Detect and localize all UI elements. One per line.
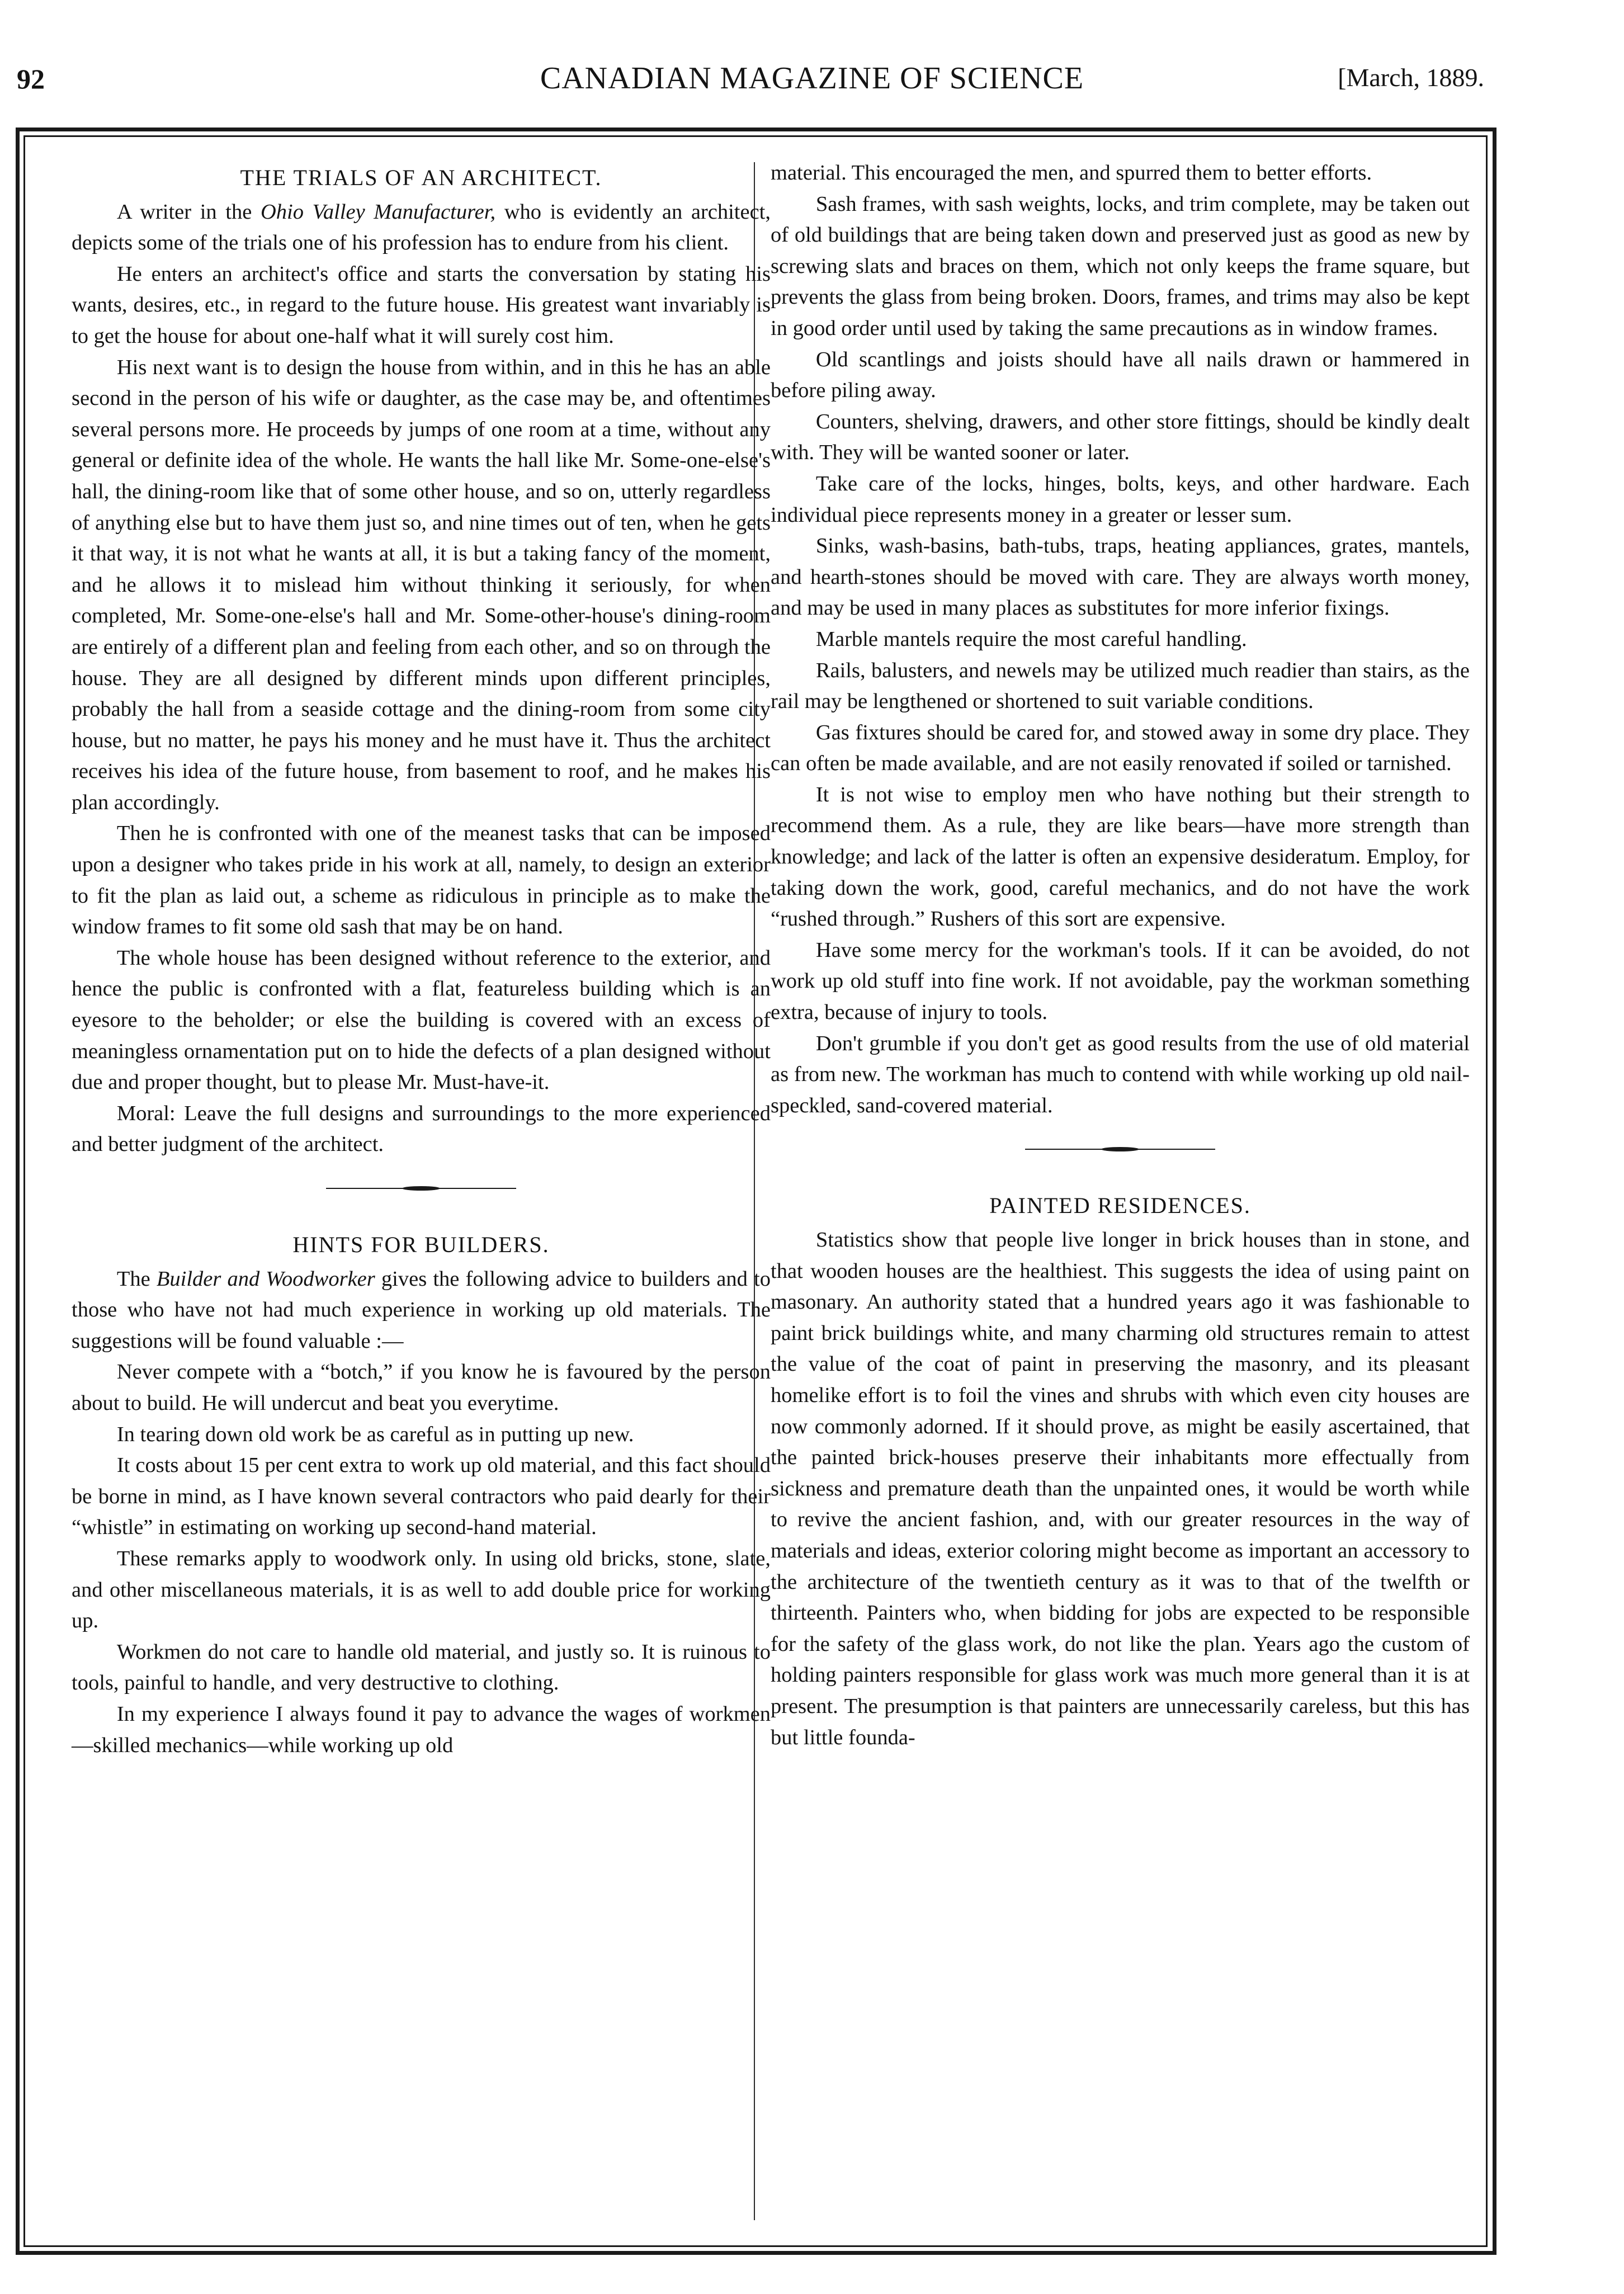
body-paragraph: The whole house has been designed without reference to the exterior, and hence the public is confronted with a flat, featureless building which is an eyesore to the beholder; or else the building is covered with an excess of meaningless ornamentation put on to hide the defects of a plan designed without due and proper thought, but to please Mr. Must-have-it. xyxy=(72,946,771,1094)
issue-date: [March, 1889. xyxy=(1338,63,1484,92)
intro-text: who is evidently an architect, depicts some of the trials one of his profession has to endure from his client. xyxy=(72,200,771,255)
section-ornament-divider xyxy=(72,1177,771,1200)
article-title-hints-for-builders: HINTS FOR BUILDERS. xyxy=(292,1232,550,1257)
body-paragraph: Rails, balusters, and newels may be utilized much readier than stairs, as the rail may be lengthened or shortened to suit variable conditions. xyxy=(771,658,1470,714)
body-paragraph: Gas fixtures should be cared for, and stowed away in some dry place. They can often be made available, and are not easily renovated if soiled or tarnished. xyxy=(771,720,1470,776)
body-paragraph: It is not wise to employ men who have nothing but their strength to recommend them. As a rule, they are like bears—have more strength than knowledge; and lack of the latter is often an expensive desideratum. Employ, for taking down the work, good, careful mechanics, and do not have the work “rushed through.” Rushers of this sort are expensive. xyxy=(771,782,1470,931)
body-paragraph: Then he is confronted with one of the meanest tasks that can be imposed upon a designer who takes pride in his work at all, namely, to design an exterior to fit the plan as laid out, a scheme as ridiculous in principle as to make the window frames to fit some old sash that may be on hand. xyxy=(72,822,771,939)
body-paragraph: Sash frames, with sash weights, locks, and trim complete, may be taken out of old buildings that are being taken down and preserved just as good as new by screwing slats and braces on them, which not only keeps the frame square, but prevents the glass from being broken. Doors, frames, and trims may also be kept in good order until used by taking the same precautions as in window frames. xyxy=(771,192,1470,340)
body-paragraph: Sinks, wash-basins, bath-tubs, traps, heating appliances, grates, mantels, and hearth-stones should be moved with care. They are always worth money, and may be used in many places as substitutes for more inferior fixings. xyxy=(771,534,1470,620)
body-paragraph: Never compete with a “botch,” if you know he is favoured by the person about to build. He will undercut and beat you everytime. xyxy=(72,1360,771,1415)
article-title-trials-of-an-architect: THE TRIALS OF AN ARCHITECT. xyxy=(240,165,602,190)
body-paragraph: In tearing down old work be as careful as in putting up new. xyxy=(116,1422,634,1446)
body-paragraph: He enters an architect's office and starts the conversation by stating his wants, desires, etc., in regard to the future house. His greatest want invariably is to get the house for about one-half what it will surely cost him. xyxy=(72,262,771,348)
continued-paragraph: material. This encouraged the men, and spurred them to better efforts. xyxy=(771,161,1372,185)
body-paragraph: In my experience I always found it pay to advance the wages of workmen—skilled mechanics—while working up old xyxy=(72,1702,771,1757)
article-intro-paragraph xyxy=(72,197,771,259)
right-column xyxy=(771,158,1470,1753)
body-paragraph: Old scantlings and joists should have all nails drawn or hammered in before piling away. xyxy=(771,347,1470,403)
intro-text: gives the following advice to builders and to those who have not had much experience in working up old materials. The suggestions will be found valuable :— xyxy=(72,1267,771,1353)
body-paragraph: Don't grumble if you don't get as good results from the use of old material as from new. The workman has much to contend with while working up old nail-speckled, sand-covered material. xyxy=(771,1031,1470,1117)
body-paragraph: Take care of the locks, hinges, bolts, keys, and other hardware. Each individual piece represents money in a greater or lesser sum. xyxy=(771,471,1470,527)
moral-paragraph: Moral: Leave the full designs and surroundings to the more experienced and better judgment of the architect. xyxy=(72,1101,771,1157)
source-publication-name: Builder and Woodworker xyxy=(156,1267,375,1291)
body-paragraph: These remarks apply to woodwork only. In using old bricks, stone, slate, and other miscellaneous materials, it is as well to add double price for working up. xyxy=(72,1546,771,1633)
intro-text: A writer in the xyxy=(116,200,261,224)
body-paragraph: His next want is to design the house from within, and in this he has an able second in the person of his wife or daughter, as the case may be, and oftentimes several persons more. He proceeds by jumps of one room at a time, without any general or definite idea of the whole. He wants the hall like Mr. Some-one-else's hall, the dining-room like that of some other house, and so on, utterly regardless of anything else but to have them just so, and nine times out of ten, when he gets it that way, it is not what he wants at all, it is but a taking fancy of the moment, and he allows it to mislead him without thinking it seriously, for when completed, Mr. Some-one-else's hall and Mr. Some-other-house's dining-room are entirely of a different plan and feeling from each other, and so on through the house. They are all designed by different minds upon different principles, probably the hall from a seaside cottage and the dining-room from some city house, but no matter, he pays his money and he must have it. Thus the architect receives his idea of the future house, from basement to roof, and he makes his plan accordingly. xyxy=(72,355,771,814)
section-ornament-divider xyxy=(771,1138,1470,1160)
intro-text: The xyxy=(116,1267,157,1291)
article-intro-paragraph xyxy=(72,1264,771,1357)
body-paragraph: Statistics show that people live longer in brick houses than in stone, and that wooden houses are the healthiest. This suggests the idea of using paint on masonary. An authority stated that a hundred years ago it was fashionable to paint brick buildings white, and many charming old structures remain to attest the value of the coat of paint in preserving the masonry, and its pleasant homelike effort is to foil the vines and shrubs with which even city houses are now commonly adorned. If it should prove, as might be easily ascertained, that the painted brick-houses preserve their inhabitants more effectually from sickness and premature death than the unpainted ones, it would be worth while to revive the ancient fashion, and, with our greater resources in the way of materials and ideas, exterior coloring might become as important an accessory to the architecture of the twentieth century as it was to that of the twelfth or thirteenth. Painters who, when bidding for jobs are expected to be responsible for the safety of the glass work, do not like the plan. Years ago the custom of holding painters responsible for glass work was much more general than it is at present. The presumption is that painters are unnecessarily careless, but this has but little founda- xyxy=(771,1228,1470,1749)
article-title-painted-residences: PAINTED RESIDENCES. xyxy=(989,1193,1251,1219)
page-number: 92 xyxy=(17,63,45,95)
body-paragraph: Workmen do not care to handle old material, and justly so. It is ruinous to tools, painful to handle, and very destructive to clothing. xyxy=(72,1640,771,1695)
body-paragraph: Marble mantels require the most careful handling. xyxy=(815,627,1247,651)
left-column xyxy=(72,158,771,1761)
journal-title: CANADIAN MAGAZINE OF SCIENCE xyxy=(540,61,1084,96)
body-paragraph: Have some mercy for the workman's tools. If it can be avoided, do not work up old stuff into fine work. If not avoidable, pay the workman something extra, because of injury to tools. xyxy=(771,938,1470,1025)
body-paragraph: Counters, shelving, drawers, and other store fittings, should be kindly dealt with. They will be wanted sooner or later. xyxy=(771,409,1470,465)
running-head xyxy=(0,0,1624,134)
body-paragraph: It costs about 15 per cent extra to work up old material, and this fact should be borne in mind, as I have known several contractors who paid dearly for their “whistle” in estimating on working up second-hand material. xyxy=(72,1453,771,1540)
source-publication-name: Ohio Valley Manufacturer, xyxy=(260,200,496,224)
